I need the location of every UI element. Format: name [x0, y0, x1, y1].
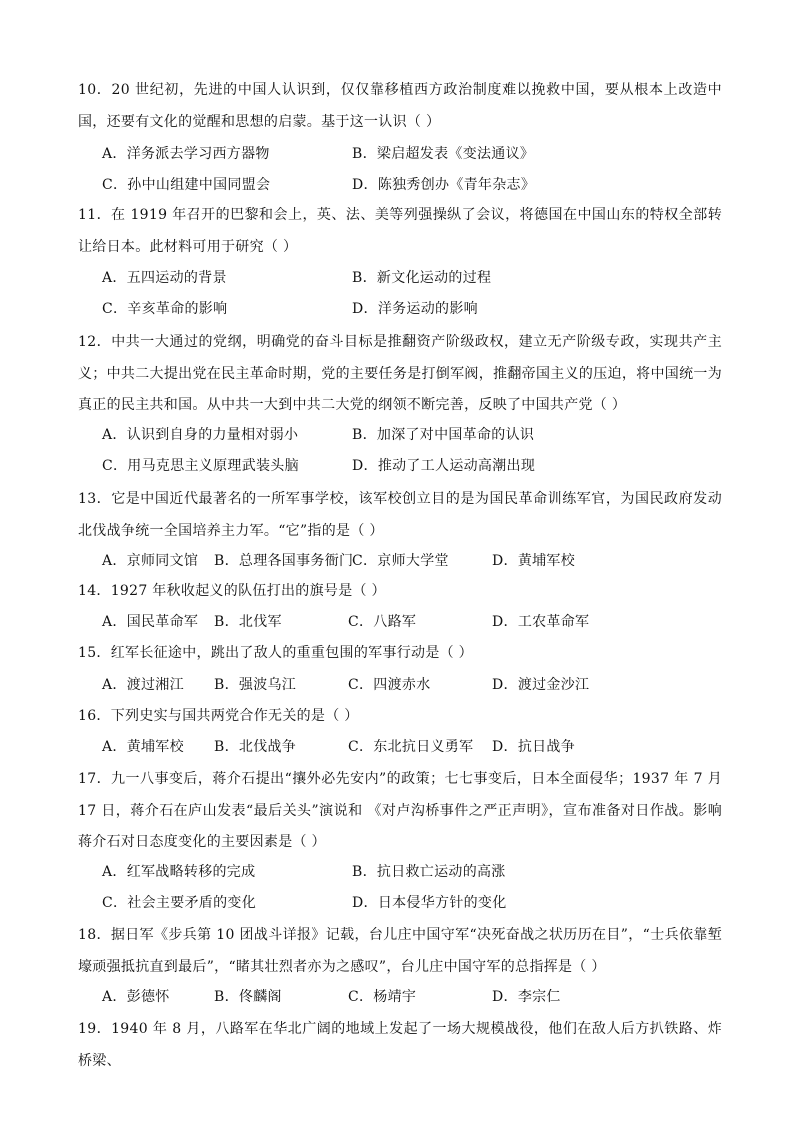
question-11-options-row-1	[102, 263, 722, 294]
option-d: D．推动了工人运动高潮出现	[352, 458, 536, 474]
option-c: C．用马克思主义原理武装头脑	[102, 458, 299, 474]
option-d: D．李宗仁	[492, 989, 561, 1005]
question-17-options-row-1	[102, 857, 722, 888]
option-a: A．京师同文馆	[102, 553, 199, 569]
option-b: B．抗日救亡运动的高涨	[352, 864, 506, 880]
option-a: A．洋务派去学习西方器物	[102, 146, 270, 162]
option-c: C．社会主要矛盾的变化	[102, 895, 257, 911]
question-11-options-row-2	[102, 294, 722, 325]
question-18-options	[102, 982, 722, 1013]
question-12-options-row-2	[102, 451, 722, 482]
option-c: C．辛亥革命的影响	[102, 301, 228, 317]
option-d: D．渡过金沙江	[492, 677, 590, 693]
question-12-stem: 12．中共一大通过的党纲，明确党的奋斗目标是推翻资产阶级政权，建立无产阶级专政，实现共产主义；中共二大提出党在民主革命时期，党的主要任务是打倒军阀，推翻帝国主义的压迫，将中国统一为真正的民主共和国。从中共一大到中共二大党的纲领不断完善，反映了中国共产党（ ）	[78, 334, 722, 413]
option-a: A．黄埔军校	[102, 739, 184, 755]
question-10-options-row-1	[102, 139, 722, 170]
option-b: B．新文化运动的过程	[352, 270, 492, 286]
question-15-stem: 15．红军长征途中，跳出了敌人的重重包围的军事行动是（ ）	[78, 645, 473, 661]
option-b: B．强波乌江	[214, 677, 297, 693]
question-16-stem: 16．下列史实与国共两党合作无关的是（ ）	[78, 708, 359, 724]
question-13-stem: 13．它是中国近代最著名的一所军事学校，该军校创立目的是为国民革命训练军官，为国民政府发动北伐战争统一全国培养主力军。“它”指的是（ ）	[78, 491, 722, 539]
option-d: D．工农革命军	[492, 614, 590, 630]
option-d: D．抗日战争	[492, 739, 576, 755]
option-c: C．四渡赤水	[348, 677, 431, 693]
option-a: A．渡过湘江	[102, 677, 184, 693]
option-d: D．陈独秀创办《青年杂志》	[352, 177, 536, 193]
question-14-stem: 14．1927 年秋收起义的队伍打出的旗号是（ ）	[78, 583, 386, 599]
option-a: A．国民革命军	[102, 614, 199, 630]
question-16-options	[102, 732, 722, 763]
question-11-stem: 11．在 1919 年召开的巴黎和会上，英、法、美等列强操纵了会议，将德国在中国山东的特权全部转让给日本。此材料可用于研究（ ）	[78, 207, 722, 255]
option-d: D．日本侵华方针的变化	[352, 895, 507, 911]
option-c: C．孙中山组建中国同盟会	[102, 177, 271, 193]
question-10-options-row-2	[102, 170, 722, 201]
option-b: B．总理各国事务衙门	[214, 553, 354, 569]
option-b: B．佟麟阁	[214, 989, 282, 1005]
option-a: A．认识到自身的力量相对弱小	[102, 427, 299, 443]
option-a: A．红军战略转移的完成	[102, 864, 256, 880]
question-19-stem: 19．1940 年 8 月，八路军在华北广阔的地域上发起了一场大规模战役，他们在敌人后方扒铁路、炸桥梁、	[78, 1021, 722, 1069]
question-10-stem: 10．20 世纪初，先进的中国人认识到，仅仅靠移植西方政治制度难以挽救中国，要从根本上改造中国，还要有文化的觉醒和思想的启蒙。基于这一认识（ ）	[78, 82, 722, 130]
option-d: D．洋务运动的影响	[352, 301, 478, 317]
option-d: D．黄埔军校	[492, 553, 576, 569]
option-c: C．东北抗日义勇军	[348, 739, 474, 755]
option-b: B．加深了对中国革命的认识	[352, 427, 535, 443]
option-c: C．八路军	[348, 614, 417, 630]
option-b: B．梁启超发表《变法通议》	[352, 146, 535, 162]
option-b: B．北伐战争	[214, 739, 297, 755]
option-c: C．杨靖宇	[348, 989, 417, 1005]
option-c: C．京师大学堂	[352, 553, 449, 569]
question-17-options-row-2	[102, 888, 722, 919]
question-13-options	[102, 546, 722, 577]
option-a: A．五四运动的背景	[102, 270, 227, 286]
option-a: A．彭德怀	[102, 989, 170, 1005]
question-12-options-row-1	[102, 420, 722, 451]
option-b: B．北伐军	[214, 614, 282, 630]
question-18-stem: 18．据日军《步兵第 10 团战斗详报》记载，台儿庄中国守军“决死奋战之状历历在目”，“士兵依靠堑壕顽强抵抗直到最后”，“睹其壮烈者亦为之感叹”，台儿庄中国守军的总指挥是（ ）	[78, 927, 722, 975]
question-14-options	[102, 607, 722, 638]
question-17-stem: 17．九一八事变后，蒋介石提出“攘外必先安内”的政策；七七事变后，日本全面侵华；1937 年 7 月 17 日，蒋介石在庐山发表“最后关头”演说和 《对卢沟桥事件之严正声明》，宣布准备对日作战。影响蒋介石对日态度变化的主要因素是（ ）	[78, 771, 722, 850]
question-15-options	[102, 670, 722, 701]
